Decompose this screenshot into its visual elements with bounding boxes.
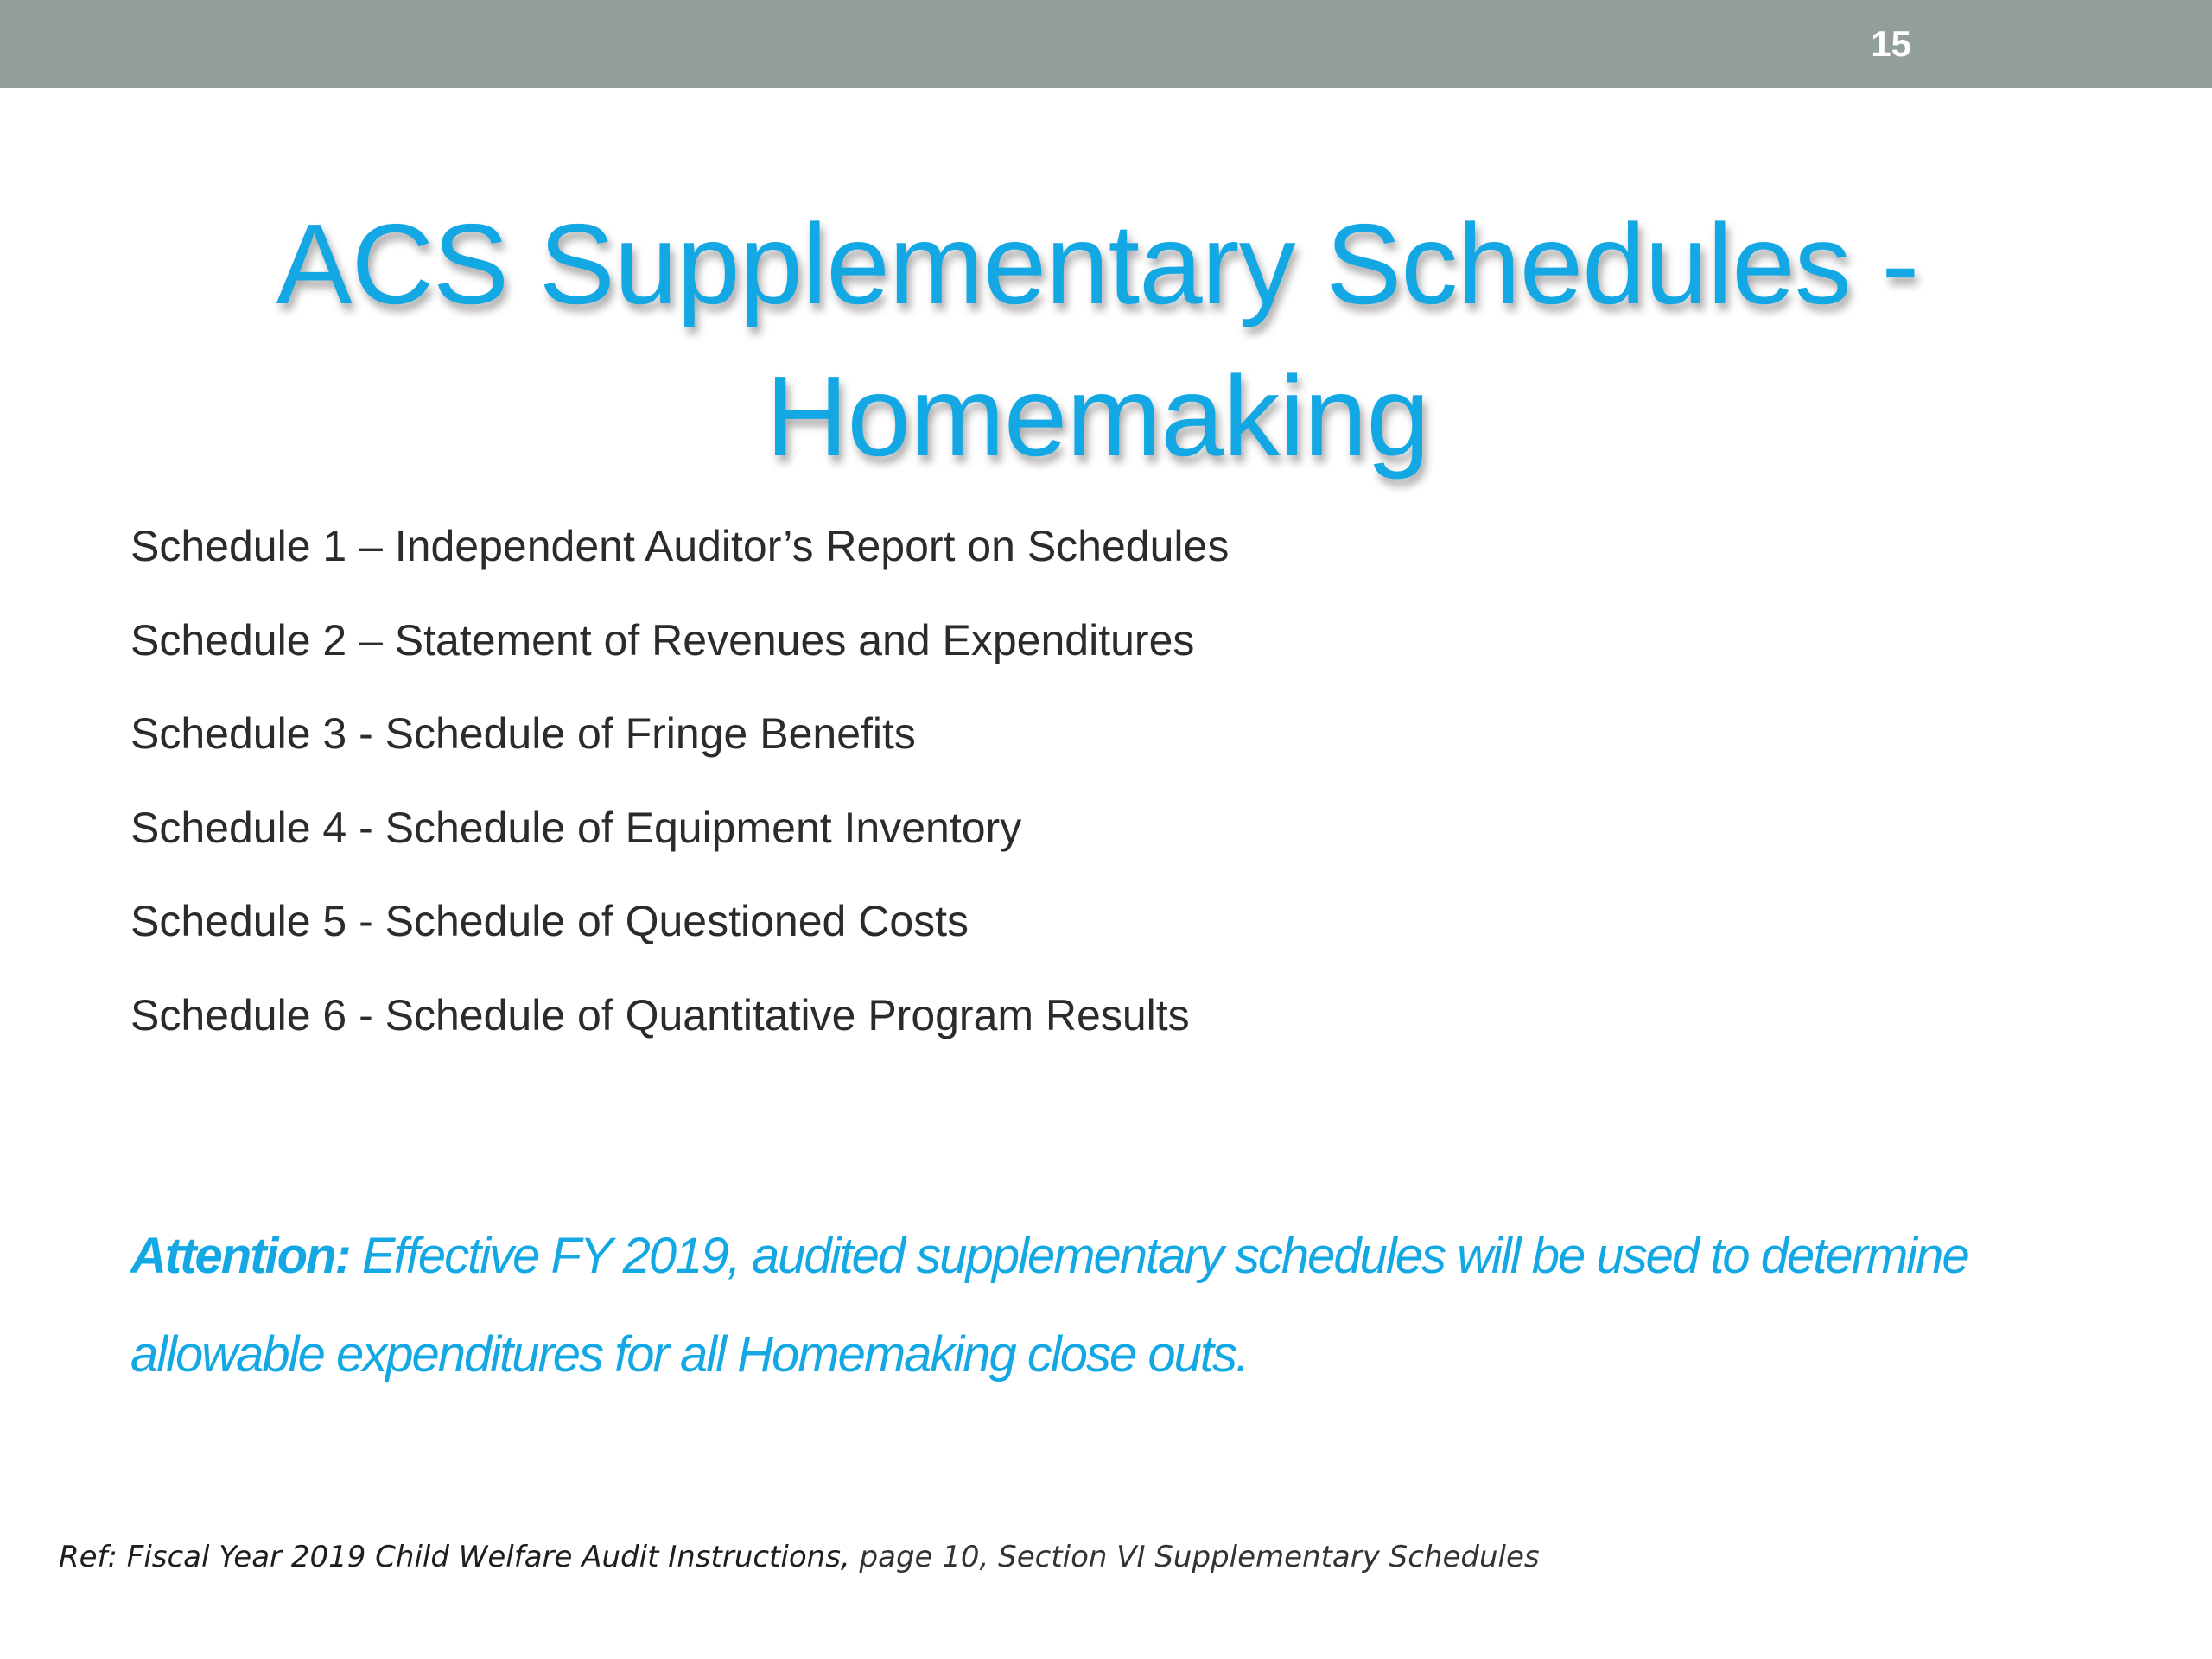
schedule-item-5: Schedule 5 - Schedule of Questioned Costs [130, 897, 969, 946]
slide-number: 15 [1871, 23, 1911, 64]
reference-source: Ref: Fiscal Year 2019 Child Welfare Audit Instructions, [59, 1540, 850, 1574]
schedule-item-1: Schedule 1 – Independent Auditor’s Report on Schedules [130, 522, 1230, 570]
slide-title [156, 188, 2039, 493]
reference-location: page 10, Section VI Supplementary Schedules [849, 1540, 1540, 1574]
reference-citation [59, 1538, 1540, 1576]
slide-title-line-2: Homemaking [766, 353, 1429, 480]
schedule-item-6: Schedule 6 - Schedule of Quantitative Program Results [130, 990, 1190, 1039]
attention-label: Attention: [130, 1228, 350, 1284]
slide-title-line-1: ACS Supplementary Schedules - [276, 200, 1919, 327]
schedule-item-2: Schedule 2 – Statement of Revenues and Expenditures [130, 615, 1195, 664]
attention-text: Effective FY 2019, audited supplementary schedules will be used to determine allowable expenditures for all Homemaking close outs. [130, 1228, 1968, 1382]
schedule-item-4: Schedule 4 - Schedule of Equipment Inventory [130, 803, 1022, 852]
attention-note [130, 1207, 2118, 1404]
top-header-bar [0, 0, 2212, 88]
schedule-item-3: Schedule 3 - Schedule of Fringe Benefits [130, 709, 916, 759]
schedule-list [130, 520, 1229, 1084]
